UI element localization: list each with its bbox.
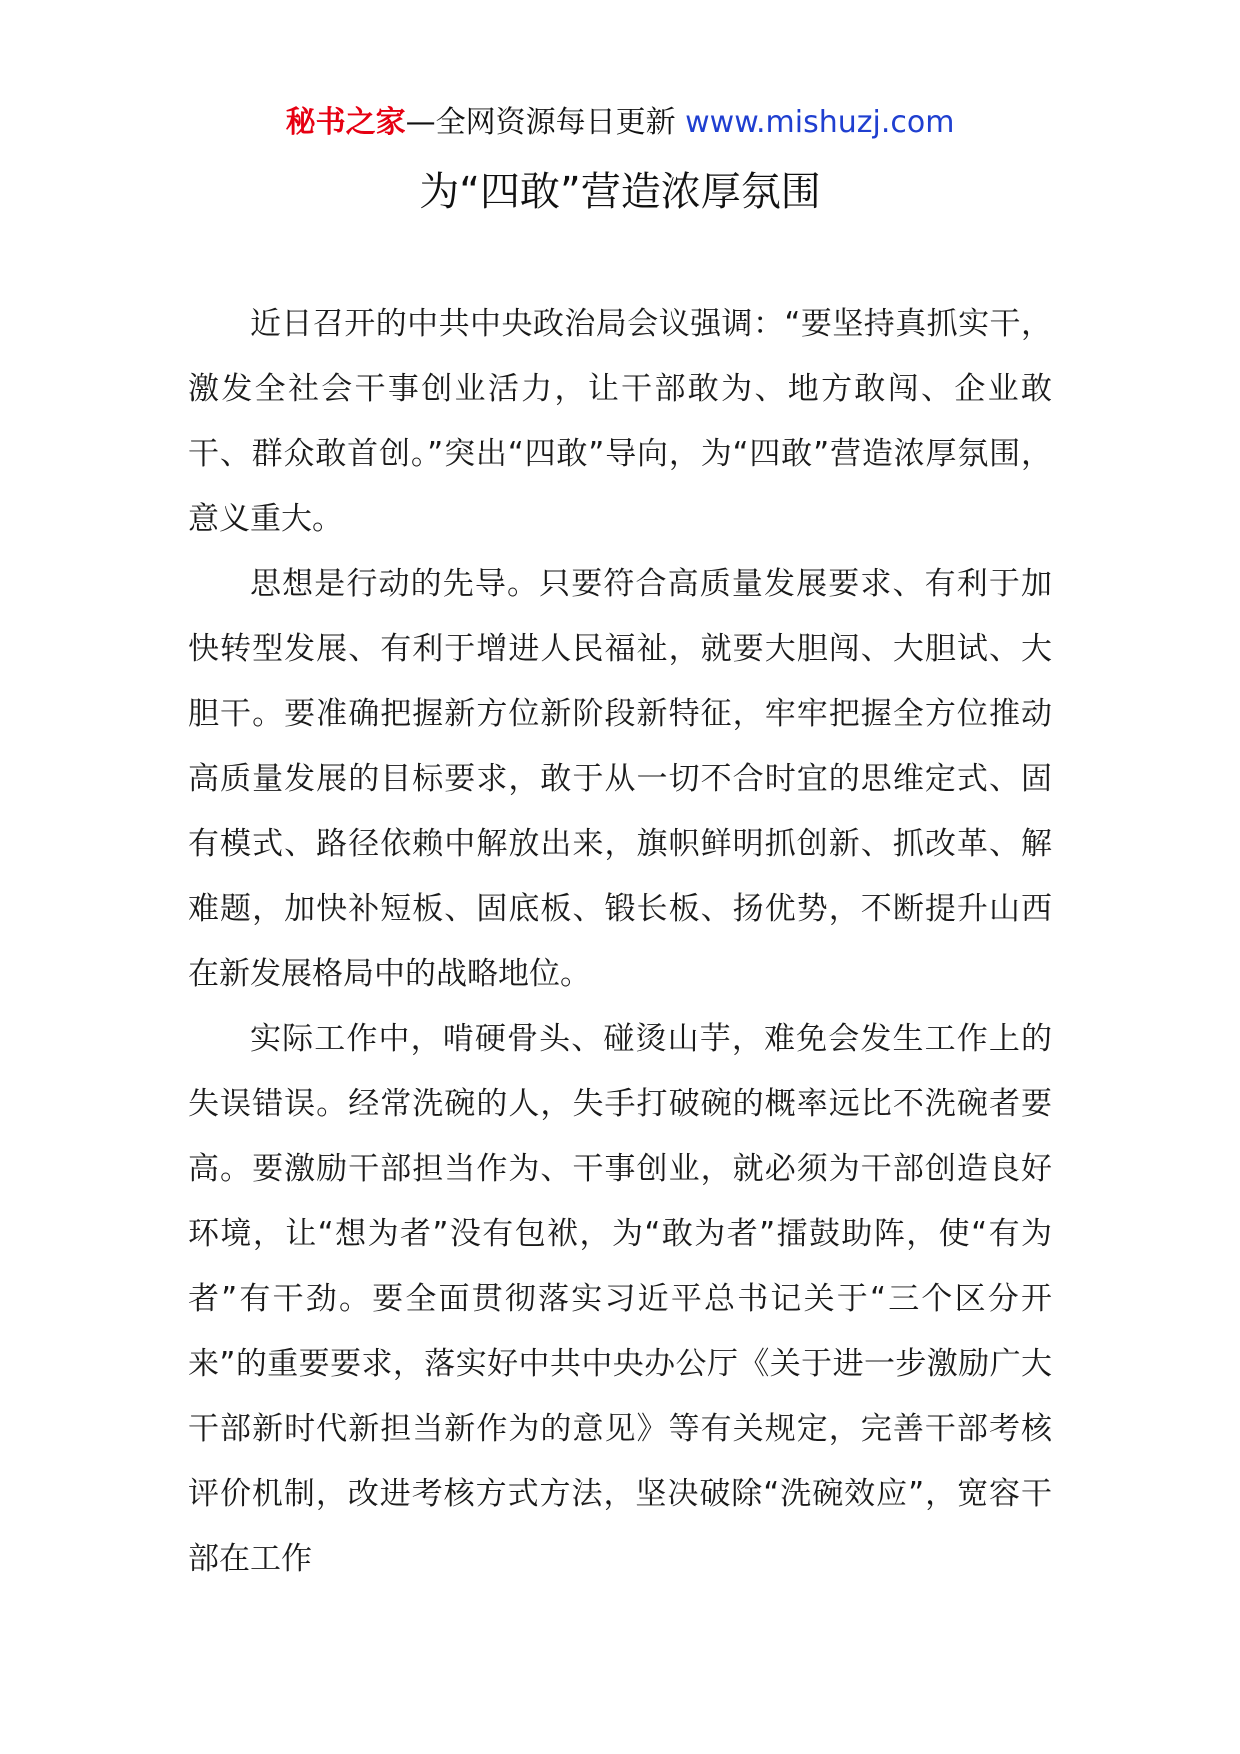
article-title: 为“四敢”营造浓厚氛围 bbox=[419, 169, 821, 215]
paragraph-1: 近日召开的中共中央政治局会议强调：“要坚持真抓实干，激发全社会干事创业活力，让干部敢为、地方敢闯、企业敢干、群众敢首创。”突出“四敢”导向，为“四敢”营造浓厚氛围，意义重大。 bbox=[188, 306, 1052, 537]
site-url-link[interactable]: www.mishuzj.com bbox=[685, 105, 955, 140]
site-header bbox=[0, 100, 1240, 146]
paragraph-2: 思想是行动的先导。只要符合高质量发展要求、有利于加快转型发展、有利于增进人民福祉，就要大胆闯、大胆试、大胆干。要准确把握新方位新阶段新特征，牢牢把握全方位推动高质量发展的目标要求，敢于从一切不合时宜的思维定式、固有模式、路径依赖中解放出来，旗帜鲜明抓创新、抓改革、解难题，加快补短板、固底板、锻长板、扬优势，不断提升山西在新发展格局中的战略地位。 bbox=[188, 566, 1052, 992]
article-body bbox=[188, 292, 1052, 1592]
brand-name: 秘书之家 bbox=[285, 105, 406, 140]
header-tagline: —全网资源每日更新 bbox=[405, 105, 686, 140]
paragraph-3: 实际工作中，啃硬骨头、碰烫山芋，难免会发生工作上的失误错误。经常洗碗的人，失手打破碗的概率远比不洗碗者要高。要激励干部担当作为、干事创业，就必须为干部创造良好环境，让“想为者”没有包袱，为“敢为者”擂鼓助阵，使“有为者”有干劲。要全面贯彻落实习近平总书记关于“三个区分开来”的重要要求，落实好中共中央办公厅《关于进一步激励广大干部新时代新担当新作为的意见》等有关规定，完善干部考核评价机制，改进考核方式方法，坚决破除“洗碗效应”，宽容干部在工作 bbox=[188, 1021, 1052, 1577]
